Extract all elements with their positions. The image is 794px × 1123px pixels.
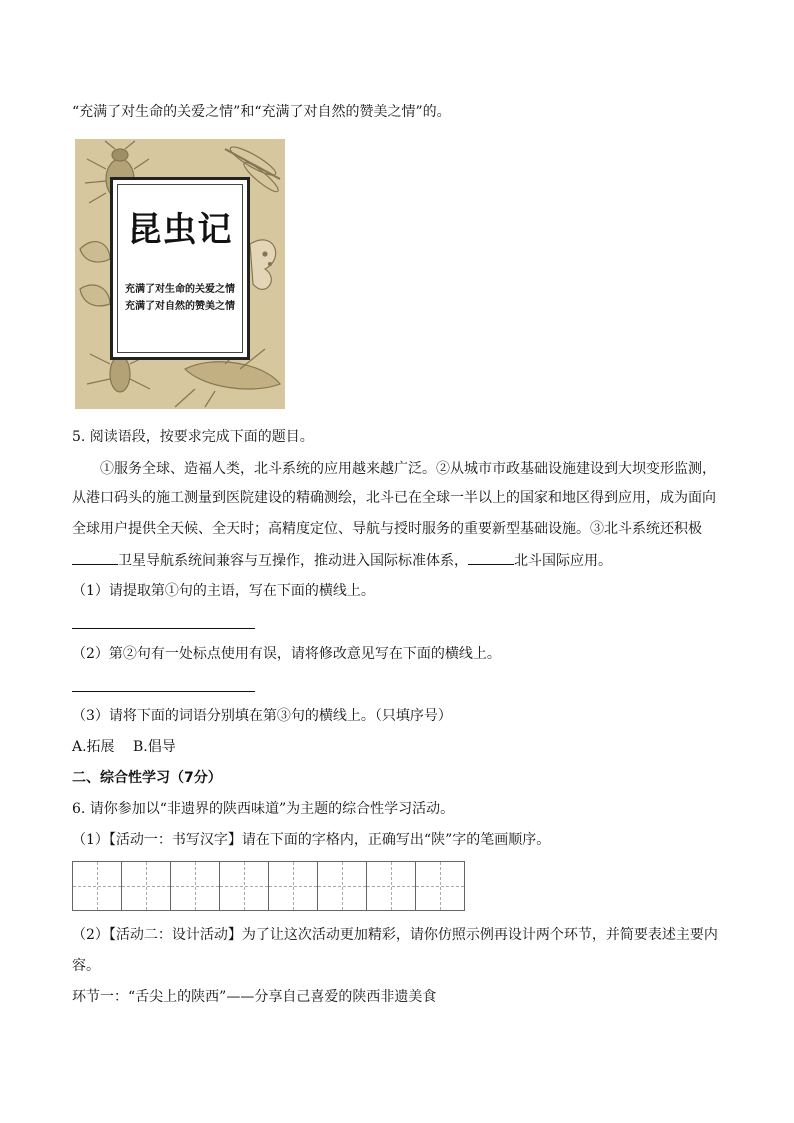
answer-line-1[interactable] — [72, 628, 255, 629]
q5-paragraph-line-4 — [72, 550, 612, 571]
grid-cell[interactable] — [72, 861, 122, 911]
book-cover-image — [75, 139, 285, 409]
q6-activity-2-line-2: 容。 — [72, 958, 100, 974]
q6-activity-2-line-1: （2）【活动二：设计活动】为了让这次活动更加精彩，请你仿照示例再设计两个环节，并简要表述主要内 — [72, 927, 718, 943]
q6-title: 6. 请你参加以“非遗界的陕西味道”为主题的综合性学习活动。 — [72, 801, 455, 817]
q5-options: A.拓展 B.倡导 — [72, 739, 176, 755]
q5-paragraph-line-2: 从港口码头的施工测量到医院建设的精确测绘，北斗已在全球一半以上的国家和地区得到应用，成为面向 — [72, 490, 716, 506]
grid-cell[interactable] — [317, 861, 367, 911]
grid-cell[interactable] — [366, 861, 416, 911]
section-2-heading: 二、综合性学习（7分） — [72, 770, 222, 786]
answer-line-2[interactable] — [72, 691, 255, 692]
q5-sub-question-3: （3）请将下面的词语分别填在第③句的横线上。（只填序号） — [72, 708, 452, 724]
grid-cell[interactable] — [415, 861, 465, 911]
fill-blank-2[interactable] — [468, 550, 514, 565]
grid-cell[interactable] — [268, 861, 318, 911]
fill-blank-1[interactable] — [72, 550, 118, 565]
intro-line: “充满了对生命的关爱之情”和“充满了对自然的赞美之情”的。 — [72, 104, 451, 120]
grid-cell[interactable] — [219, 861, 269, 911]
cover-subtitle-2: 充满了对自然的赞美之情 — [125, 301, 235, 312]
q5-paragraph-line-1: ①服务全球、造福人类，北斗系统的应用越来越广泛。②从城市市政基础设施建设到大坝变形监测， — [100, 461, 716, 477]
cover-title: 昆虫记 — [127, 210, 233, 250]
cover-subtitle-1: 充满了对生命的关爱之情 — [125, 284, 235, 295]
character-writing-grid[interactable] — [72, 861, 464, 911]
q5-paragraph-line-4a: 卫星导航系统间兼容与互操作，推动进入国际标准体系， — [118, 553, 468, 569]
q5-title: 5. 阅读语段，按要求完成下面的题目。 — [72, 429, 314, 445]
q5-sub-question-2: （2）第②句有一处标点使用有误，请将修改意见写在下面的横线上。 — [72, 646, 501, 662]
q5-sub-question-1: （1）请提取第①句的主语，写在下面的横线上。 — [72, 583, 375, 599]
q6-example: 环节一：“舌尖上的陕西”——分享自己喜爱的陕西非遗美食 — [72, 989, 437, 1005]
q6-activity-1: （1）【活动一：书写汉字】请在下面的字格内，正确写出“陕”字的笔画顺序。 — [72, 832, 551, 848]
q5-paragraph-line-4b: 北斗国际应用。 — [514, 553, 612, 569]
grid-cell[interactable] — [170, 861, 220, 911]
q5-paragraph-line-3: 全球用户提供全天候、全天时；高精度定位、导航与授时服务的重要新型基础设施。③北斗系统还积极 — [72, 521, 702, 537]
cover-title-card — [110, 177, 250, 360]
grid-cell[interactable] — [121, 861, 171, 911]
